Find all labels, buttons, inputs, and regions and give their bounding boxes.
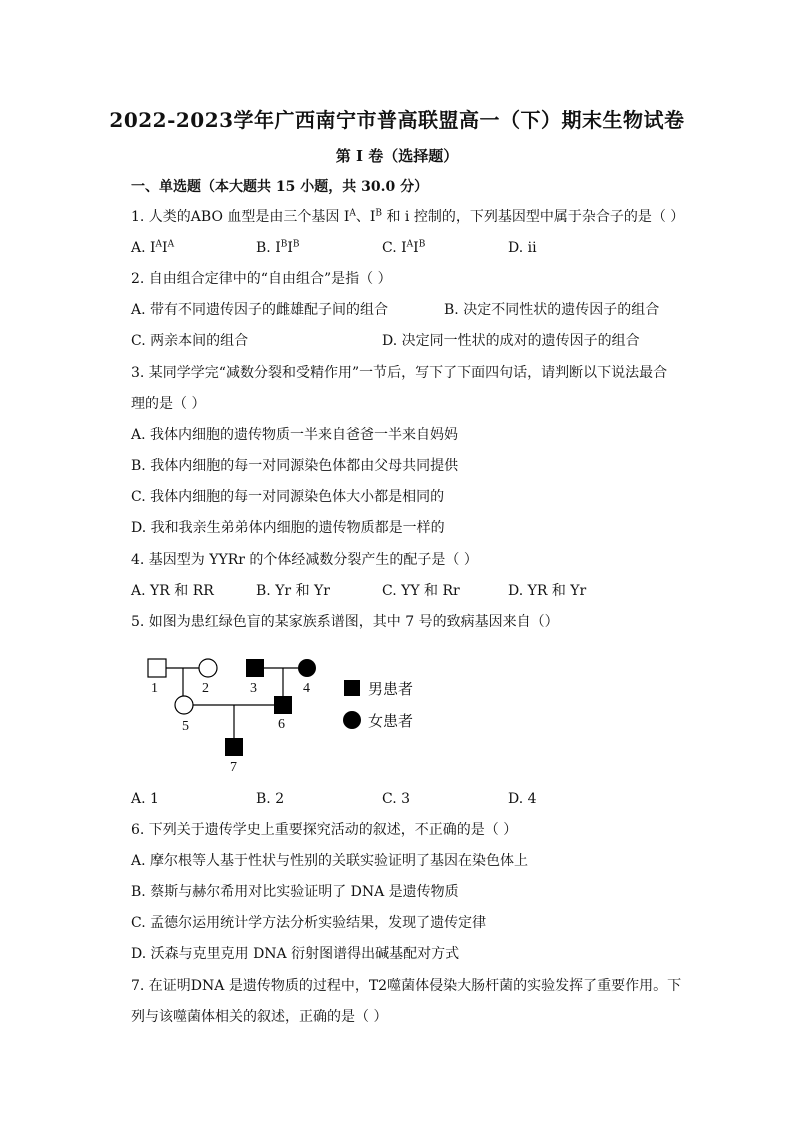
q4-option-b: B. Yr 和 Yr <box>256 583 330 599</box>
question-2: 2. 自由组合定律中的“自由组合”是指（ ） <box>131 271 392 287</box>
q1-text-a: 1. 人类的ABO 血型是由三个基因 I <box>131 209 350 225</box>
q1-a-s1: A <box>155 239 163 250</box>
individual-1-normal-male <box>148 659 166 677</box>
volume-subtitle: 第 I 卷（选择题） <box>335 147 459 165</box>
q1-c-mid: I <box>413 240 419 256</box>
q1-b-s2: B <box>292 239 300 250</box>
label-2: 2 <box>202 681 209 696</box>
q3-option-c: C. 我体内细胞的每一对同源染色体大小都是相同的 <box>131 489 445 505</box>
q1-b-s1: B <box>280 239 288 250</box>
q3-option-b: B. 我体内细胞的每一对同源染色体都由父母共同提供 <box>131 458 459 474</box>
q1-c-s2: B <box>418 239 426 250</box>
q1-option-c <box>382 239 425 257</box>
q6-option-a: A. 摩尔根等人基于性状与性别的关联实验证明了基因在染色体上 <box>131 853 529 869</box>
q1-text-c: 和 i 控制的，下列基因型中属于杂合子的是（ ） <box>382 209 685 225</box>
q4-option-c: C. YY 和 Rr <box>382 583 460 599</box>
question-7-line-1: 7. 在证明DNA 是遗传物质的过程中，T2噬菌体侵染大肠杆菌的实验发挥了重要作用。下 <box>131 978 682 994</box>
q2-option-b: B. 决定不同性状的遗传因子的组合 <box>444 302 660 318</box>
q2-option-c: C. 两亲本间的组合 <box>131 333 249 349</box>
legend-male-label: 男患者 <box>368 680 414 698</box>
legend-female-label: 女患者 <box>368 712 414 730</box>
individual-2-normal-female <box>199 659 217 677</box>
q1-sup-a: A <box>349 208 356 219</box>
label-4: 4 <box>303 681 310 696</box>
q5-option-b: B. 2 <box>256 791 285 807</box>
q1-option-a <box>131 239 174 257</box>
legend-female-swatch <box>343 711 361 729</box>
q5-option-c: C. 3 <box>382 791 411 807</box>
q2-option-a: A. 带有不同遗传因子的雌雄配子间的组合 <box>131 302 389 318</box>
page-title: 2022-2023学年广西南宁市普高联盟高一（下）期末生物试卷 <box>109 108 685 132</box>
section-heading: 一、单选题（本大题共 15 小题，共 30.0 分） <box>131 179 429 195</box>
legend-male-swatch <box>344 680 360 696</box>
question-3-line-2: 理的是（ ） <box>131 396 206 412</box>
question-5: 5. 如图为患红绿色盲的某家族系谱图，其中 7 号的致病基因来自（） <box>131 614 559 630</box>
question-4: 4. 基因型为 YYRr 的个体经减数分裂产生的配子是（ ） <box>131 552 478 568</box>
q4-option-a: A. YR 和 RR <box>131 583 214 599</box>
label-3: 3 <box>250 681 257 696</box>
q3-option-a: A. 我体内细胞的遗传物质一半来自爸爸一半来自妈妈 <box>131 427 459 443</box>
q1-c-s1: A <box>406 239 414 250</box>
q1-a-s2: A <box>167 239 175 250</box>
individual-5-normal-female <box>175 696 193 714</box>
q5-option-d: D. 4 <box>508 791 537 807</box>
q1-a-mid: I <box>162 240 168 256</box>
q1-option-d: D. ii <box>508 240 537 256</box>
label-7: 7 <box>230 760 237 775</box>
q1-sup-b: B <box>375 208 383 219</box>
question-3-line-1: 3. 某同学学完“减数分裂和受精作用”一节后，写下了下面四句话，请判断以下说法最合 <box>131 365 668 381</box>
q1-b-mid: I <box>287 240 293 256</box>
q1-text-b: 、I <box>355 209 376 225</box>
q1-option-b <box>256 239 300 257</box>
pedigree-chart <box>140 650 440 775</box>
q6-option-b: B. 蔡斯与赫尔希用对比实验证明了 DNA 是遗传物质 <box>131 884 459 900</box>
q4-option-d: D. YR 和 Yr <box>508 583 587 599</box>
label-1: 1 <box>151 681 158 696</box>
q1-c-pre: C. I <box>382 240 407 256</box>
q5-option-a: A. 1 <box>131 791 159 807</box>
label-5: 5 <box>182 719 189 734</box>
individual-4-affected-female <box>298 659 316 677</box>
q3-option-d: D. 我和我亲生弟弟体内细胞的遗传物质都是一样的 <box>131 520 445 536</box>
question-7-line-2: 列与该噬菌体相关的叙述，正确的是（ ） <box>131 1009 388 1025</box>
q6-option-d: D. 沃森与克里克用 DNA 衍射图谱得出碱基配对方式 <box>131 946 460 962</box>
label-6: 6 <box>278 717 285 732</box>
q2-option-d: D. 决定同一性状的成对的遗传因子的组合 <box>382 333 640 349</box>
q1-b-pre: B. I <box>256 240 281 256</box>
q6-option-c: C. 孟德尔运用统计学方法分析实验结果，发现了遗传定律 <box>131 915 487 931</box>
individual-6-affected-male <box>274 696 292 714</box>
individual-3-affected-male <box>246 659 264 677</box>
question-6: 6. 下列关于遗传学史上重要探究活动的叙述，不正确的是（ ） <box>131 822 518 838</box>
q1-a-pre: A. I <box>131 240 156 256</box>
question-1 <box>131 208 684 226</box>
individual-7-affected-male <box>225 738 243 756</box>
